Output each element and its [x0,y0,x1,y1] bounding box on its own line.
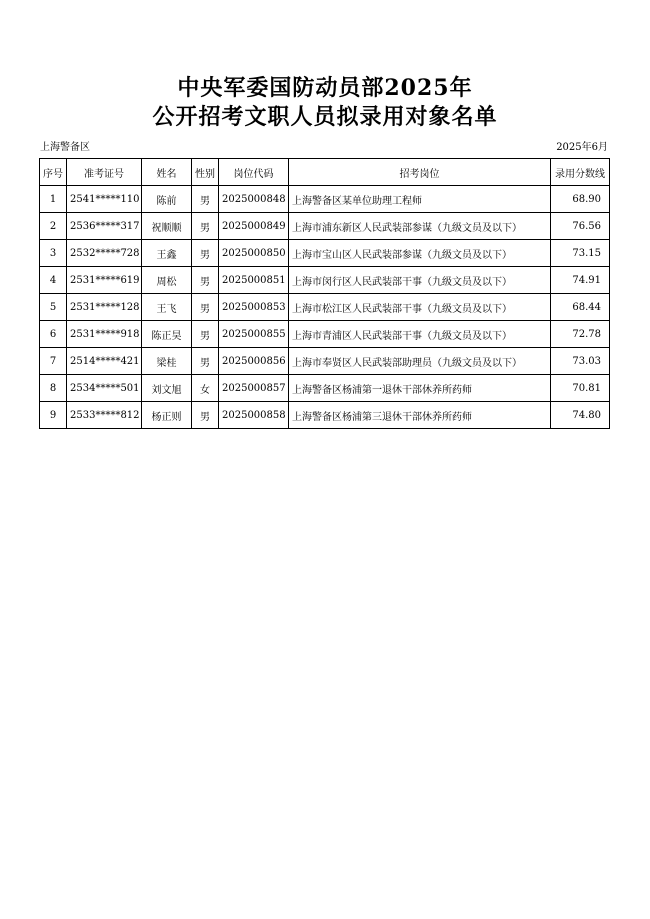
header-exam-number: 准考证号 [67,159,142,186]
header-name: 姓名 [142,159,192,186]
cell-position: 上海警备区某单位助理工程师 [289,186,551,213]
cell-position: 上海警备区杨浦第三退休干部休养所药师 [289,402,551,429]
cell-score: 73.03 [551,348,610,375]
cell-index: 4 [40,267,67,294]
cell-position-code: 2025000856 [219,348,289,375]
cell-index: 3 [40,240,67,267]
cell-exam-number: 2533*****812 [67,402,142,429]
cell-exam-number: 2532*****728 [67,240,142,267]
cell-position-code: 2025000857 [219,375,289,402]
cell-index: 2 [40,213,67,240]
cell-name: 周松 [142,267,192,294]
cell-index: 8 [40,375,67,402]
table-row [40,294,610,321]
cell-index: 5 [40,294,67,321]
cell-index: 7 [40,348,67,375]
cell-gender: 男 [192,321,219,348]
cell-name: 梁桂 [142,348,192,375]
cell-gender: 男 [192,186,219,213]
cell-score: 68.90 [551,186,610,213]
cell-gender: 男 [192,402,219,429]
page-title-line2: 公开招考文职人员拟录用对象名单 [152,104,498,130]
header-gender: 性别 [192,159,219,186]
cell-score: 68.44 [551,294,610,321]
date-label: 2025年6月 [556,142,608,153]
cell-score: 74.91 [551,267,610,294]
table-row [40,267,610,294]
cell-gender: 男 [192,240,219,267]
cell-gender: 男 [192,213,219,240]
cell-name: 陈正昊 [142,321,192,348]
cell-index: 6 [40,321,67,348]
cell-name: 杨正则 [142,402,192,429]
cell-score: 74.80 [551,402,610,429]
cell-index: 9 [40,402,67,429]
table-row [40,186,610,213]
cell-position-code: 2025000855 [219,321,289,348]
cell-score: 76.56 [551,213,610,240]
cell-position-code: 2025000850 [219,240,289,267]
cell-exam-number: 2531*****918 [67,321,142,348]
cell-gender: 男 [192,294,219,321]
cell-position: 上海市闵行区人民武装部干事（九级文员及以下） [289,267,551,294]
cell-name: 王鑫 [142,240,192,267]
table-row [40,321,610,348]
cell-position-code: 2025000853 [219,294,289,321]
cell-score: 70.81 [551,375,610,402]
cell-name: 陈前 [142,186,192,213]
cell-gender: 女 [192,375,219,402]
cell-position-code: 2025000851 [219,267,289,294]
cell-position: 上海市青浦区人民武装部干事（九级文员及以下） [289,321,551,348]
cell-name: 王飞 [142,294,192,321]
cell-exam-number: 2534*****501 [67,375,142,402]
cell-index: 1 [40,186,67,213]
table-row [40,348,610,375]
cell-position: 上海市浦东新区人民武装部参谋（九级文员及以下） [289,213,551,240]
cell-exam-number: 2514*****421 [67,348,142,375]
cell-exam-number: 2531*****128 [67,294,142,321]
cell-name: 刘文旭 [142,375,192,402]
cell-score: 73.15 [551,240,610,267]
unit-label: 上海警备区 [40,142,90,153]
table-row [40,402,610,429]
cell-position: 上海市松江区人民武装部干事（九级文员及以下） [289,294,551,321]
cell-position: 上海警备区杨浦第一退休干部休养所药师 [289,375,551,402]
cell-name: 祝顺顺 [142,213,192,240]
table-header-row [40,159,610,186]
cell-exam-number: 2531*****619 [67,267,142,294]
table-row [40,375,610,402]
header-index: 序号 [40,159,67,186]
header-score: 录用分数线 [551,159,610,186]
cell-exam-number: 2536*****317 [67,213,142,240]
table-row [40,213,610,240]
cell-position: 上海市宝山区人民武装部参谋（九级文员及以下） [289,240,551,267]
table-row [40,240,610,267]
cell-exam-number: 2541*****110 [67,186,142,213]
cell-position-code: 2025000858 [219,402,289,429]
cell-position-code: 2025000849 [219,213,289,240]
cell-score: 72.78 [551,321,610,348]
cell-gender: 男 [192,348,219,375]
header-position: 招考岗位 [289,159,551,186]
header-position-code: 岗位代码 [219,159,289,186]
cell-position-code: 2025000848 [219,186,289,213]
cell-gender: 男 [192,267,219,294]
page-title-line1: 中央军委国防动员部2025年 [177,75,473,101]
cell-position: 上海市奉贤区人民武装部助理员（九级文员及以下） [289,348,551,375]
candidate-table [39,158,610,429]
